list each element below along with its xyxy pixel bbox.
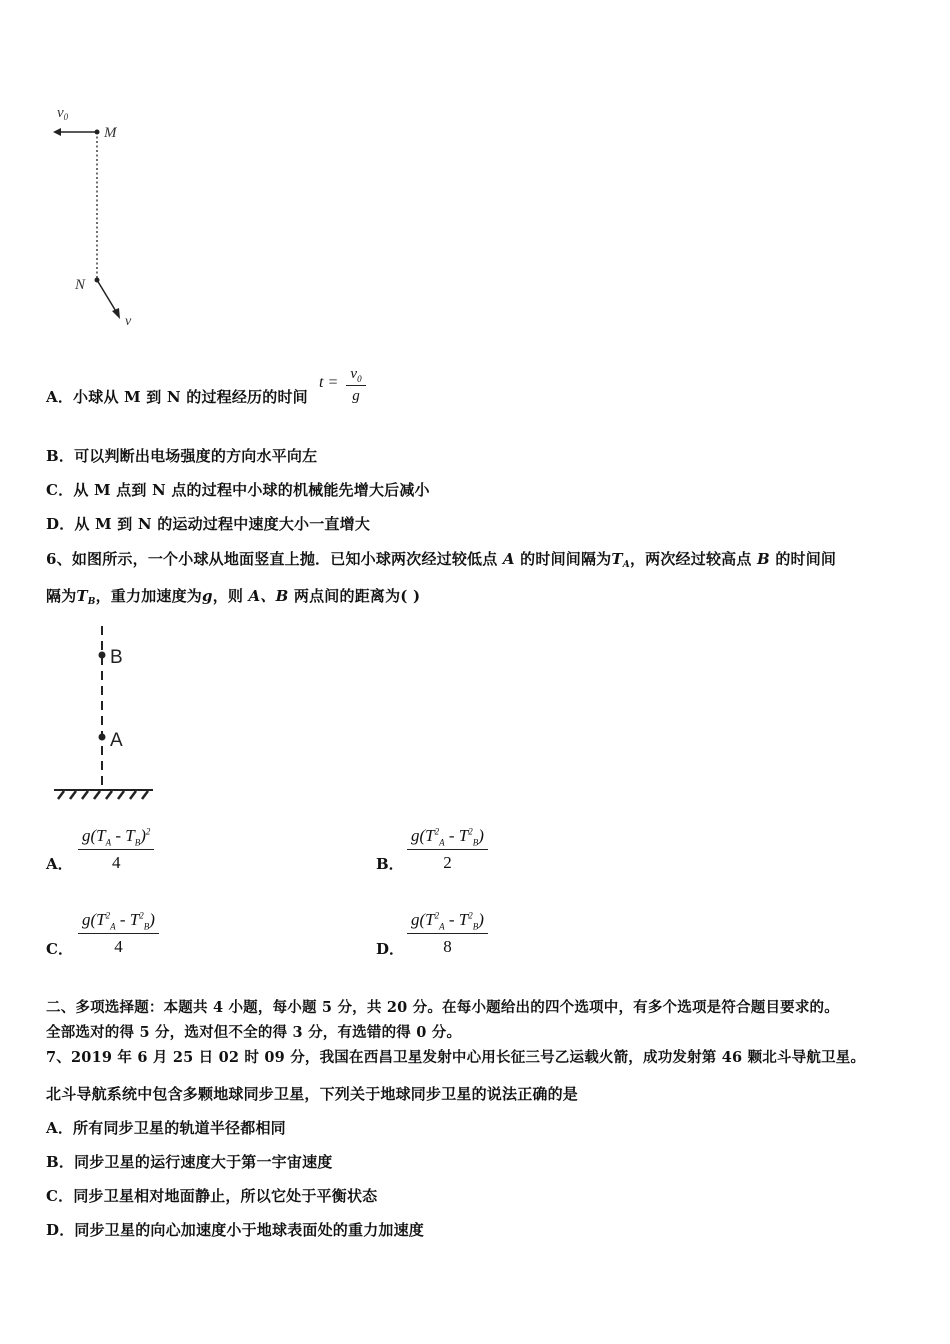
- q7-option-c[interactable]: C．同步卫星相对地面静止，所以它处于平衡状态: [46, 1187, 378, 1205]
- ground-hatching: [58, 791, 148, 799]
- v0-arrowhead: [53, 128, 61, 136]
- q5-option-b[interactable]: B．可以判断出电场强度的方向水平向左: [46, 447, 318, 465]
- q7-option-b[interactable]: B．同步卫星的运行速度大于第一宇宙速度: [46, 1153, 333, 1171]
- label-b: B: [110, 647, 123, 668]
- q6-option-a-formula: $\frac{g(T_A - T_B)^2}{4}$: [78, 826, 154, 873]
- label-v0: $v_0$: [57, 105, 69, 122]
- point-m: [95, 130, 100, 135]
- v-arrowhead: [112, 308, 120, 319]
- q5-option-d[interactable]: D．从 M 到 N 的运动过程中速度大小一直增大: [46, 515, 371, 533]
- q7-option-a[interactable]: A．所有同步卫星的轨道半径都相同: [46, 1119, 286, 1137]
- q6-option-b-label[interactable]: B．: [376, 855, 404, 873]
- q6-stem-line1: 6、如图所示，一个小球从地面竖直上抛．已知小球两次经过较低点 A 的时间间隔为$T_A$，两次经过较高点 B 的时间间: [46, 550, 837, 570]
- label-a: A: [110, 730, 123, 751]
- q7-stem-line1: 7、2019 年 6 月 25 日 02 时 09 分，我国在西昌卫星发射中心用长征三号乙运载火箭，成功发射第 46 颗北斗导航卫星。: [46, 1049, 866, 1066]
- q6-option-d-formula: $\frac{g(T^2_A - T^2_B)}{8}$: [407, 910, 488, 957]
- point-b: [99, 652, 106, 659]
- q6-option-c-formula: $\frac{g(T^2_A - T^2_B)}{4}$: [78, 910, 159, 957]
- section2-header-line2: 全部选对的得 5 分，选对但不全的得 3 分，有选错的得 0 分。: [46, 1024, 462, 1041]
- label-m: M: [104, 125, 117, 141]
- q6-option-a-label[interactable]: A．: [46, 855, 73, 873]
- section2-header-line1: 二、多项选择题：本题共 4 小题，每小题 5 分，共 20 分。在每小题给出的四个选项中，有多个选项是符合题目要求的。: [46, 999, 839, 1016]
- q6-stem-line2: 隔为$T_B$，重力加速度为g，则 A、B 两点间的距离为( ): [46, 587, 421, 607]
- q5-option-a[interactable]: A．小球从 M 到 N 的过程经历的时间: [46, 388, 308, 406]
- point-a: [99, 734, 106, 741]
- q6-option-d-label[interactable]: D．: [376, 940, 405, 958]
- label-n: N: [75, 277, 86, 293]
- q5-option-c[interactable]: C．从 M 点到 N 点的过程中小球的机械能先增大后减小: [46, 481, 430, 499]
- formula-t: t =: [319, 374, 339, 391]
- v-arrow: [97, 280, 117, 313]
- label-v: v: [125, 314, 132, 329]
- fraction-v0-over-g: $\frac{v_0}{g}$: [346, 366, 366, 405]
- figure-mn-diagram: [40, 95, 160, 340]
- q7-stem-line2: 北斗导航系统中包含多颗地球同步卫星，下列关于地球同步卫星的说法正确的是: [46, 1085, 579, 1103]
- q6-option-c-label[interactable]: C．: [46, 940, 73, 958]
- figure-ab-diagram: [50, 622, 170, 807]
- q6-option-b-formula: $\frac{g(T^2_A - T^2_B)}{2}$: [407, 826, 488, 873]
- q7-option-d[interactable]: D．同步卫星的向心加速度小于地球表面处的重力加速度: [46, 1221, 425, 1239]
